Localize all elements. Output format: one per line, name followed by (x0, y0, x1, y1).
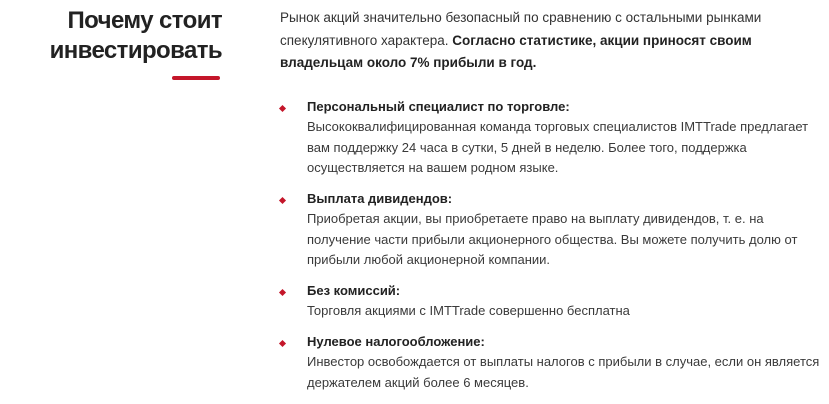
diamond-bullet-icon (279, 288, 286, 295)
benefit-title: Нулевое налогообложение: (307, 333, 485, 349)
benefit-text: Высококвалифицированная команда торговых специалистов IMTTrade предлагает вам поддержку 24 часа в сутки, 5 дней в неделю. Более того, поддержка осуществляется на вашем родном языке. (307, 119, 809, 175)
intro-text: Рынок акций значительно безопасный по сравнению с остальными рынками спекулятивного характера. (280, 10, 762, 48)
benefit-item-personal-specialist (280, 97, 825, 179)
benefit-item-no-commission (280, 281, 825, 322)
diamond-bullet-icon (279, 339, 286, 346)
section-heading-block (0, 6, 222, 66)
heading-line-1: Почему стоит (67, 7, 222, 34)
section-heading (0, 6, 222, 66)
benefit-item-dividends (280, 189, 825, 271)
benefit-title: Выплата дивидендов: (307, 190, 453, 206)
heading-line-2: инвестировать (49, 37, 222, 64)
intro-paragraph (280, 7, 825, 75)
benefit-text: Торговля акциями с IMTTrade совершенно бесплатна (307, 303, 630, 318)
benefit-text: Инвестор освобождается от выплаты налогов с прибыли в случае, если он является держателем акций более 6 месяцев. (307, 354, 820, 390)
benefit-title: Без комиссий: (307, 282, 401, 298)
benefit-title: Персональный специалист по торговле: (307, 98, 570, 114)
content-column (280, 7, 825, 403)
benefit-item-zero-tax (280, 332, 825, 394)
benefit-text: Приобретая акции, вы приобретаете право на выплату дивидендов, т. е. на получение части прибыли акционерного общества. Вы можете получить долю от прибыли любой акционерной компании. (307, 211, 798, 267)
intro-highlight: Согласно статистике, акции приносят своим владельцам около 7% прибыли в год. (280, 32, 752, 70)
diamond-bullet-icon (279, 196, 286, 203)
benefits-list (280, 97, 825, 394)
diamond-bullet-icon (279, 104, 286, 111)
heading-accent-bar (172, 76, 220, 80)
